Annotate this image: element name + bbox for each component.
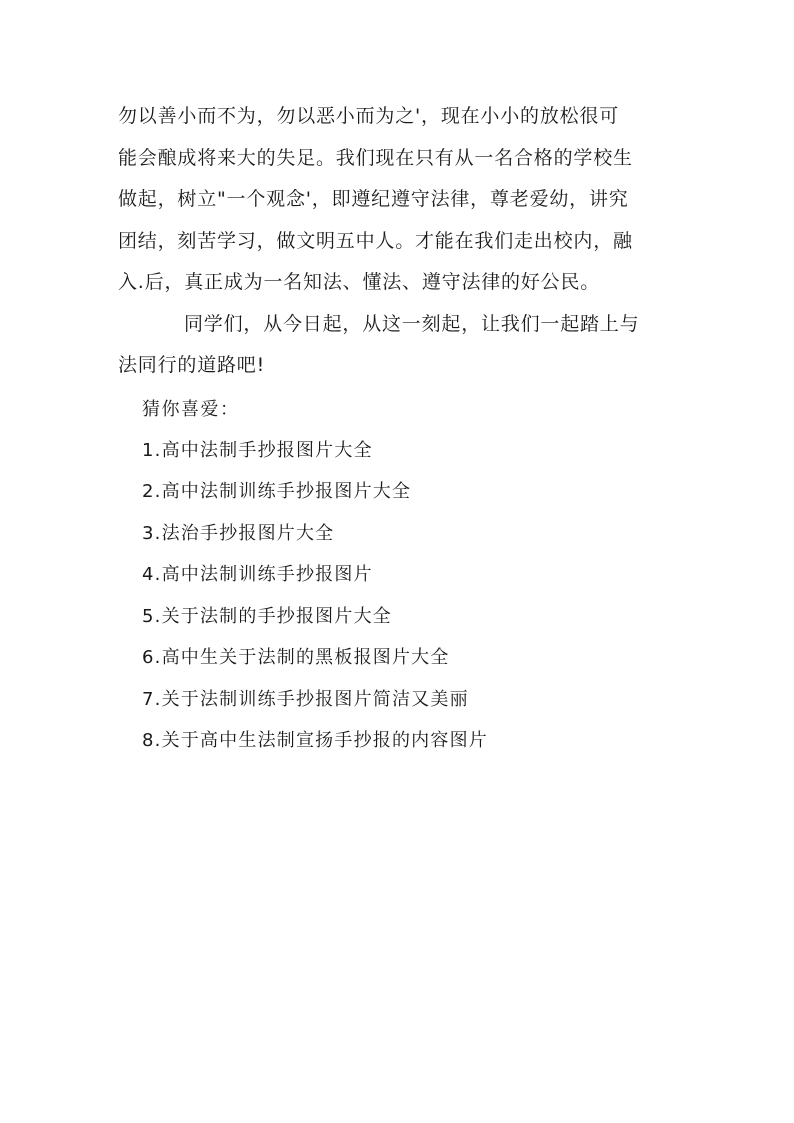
paragraph-line: 团结，刻苦学习，做文明五中人。才能在我们走出校内，融 (118, 229, 633, 252)
paragraph-line: 做起，树立"一个观念'，即遵纪遵守法律，尊老爱幼，讲究 (118, 188, 629, 210)
recommendation-link[interactable]: 6.高中生关于法制的黑板报图片大全 (142, 647, 450, 668)
article-body (118, 96, 678, 762)
recommendations-heading: 猜你喜爱： (142, 398, 240, 420)
list-item[interactable] (142, 430, 678, 472)
recommendations-list (142, 430, 678, 762)
paragraph-line: 能会酿成将来大的失足。我们现在只有从一名合格的学校生 (118, 146, 633, 169)
list-item[interactable] (142, 679, 678, 721)
recommendation-link[interactable]: 4.高中法制训练手抄报图片 (142, 564, 373, 585)
recommendation-link[interactable]: 5.关于法制的手抄报图片大全 (142, 605, 392, 627)
paragraph-line: 法同行的道路吧! (118, 354, 266, 376)
list-item[interactable] (142, 720, 678, 762)
recommendation-link[interactable]: 8.关于高中生法制宣扬手抄报的内容图片 (142, 730, 488, 751)
list-item[interactable] (142, 596, 678, 638)
recommendation-link[interactable]: 3.法治手抄报图片大全 (142, 522, 335, 544)
list-item[interactable] (142, 471, 678, 513)
paragraph-line: 入.后，真正成为一名知法、懂法、遵守法律的好公民。 (118, 271, 601, 293)
list-item[interactable] (142, 513, 678, 555)
list-item[interactable] (142, 637, 678, 679)
paragraph-2 (118, 304, 678, 387)
paragraph-1 (118, 96, 678, 304)
paragraph-line: 同学们，从今日起，从这一刻起，让我们一起踏上与 (184, 312, 640, 335)
recommendation-link[interactable]: 7.关于法制训练手抄报图片简洁又美丽 (142, 688, 469, 710)
recommendation-link[interactable]: 1.高中法制手抄报图片大全 (142, 439, 373, 461)
paragraph-line: 勿以善小而不为，勿以恶小而为之'，现在小小的放松很可 (118, 105, 620, 127)
recommendation-link[interactable]: 2.高中法制训练手抄报图片大全 (142, 481, 412, 502)
list-item[interactable] (142, 554, 678, 596)
